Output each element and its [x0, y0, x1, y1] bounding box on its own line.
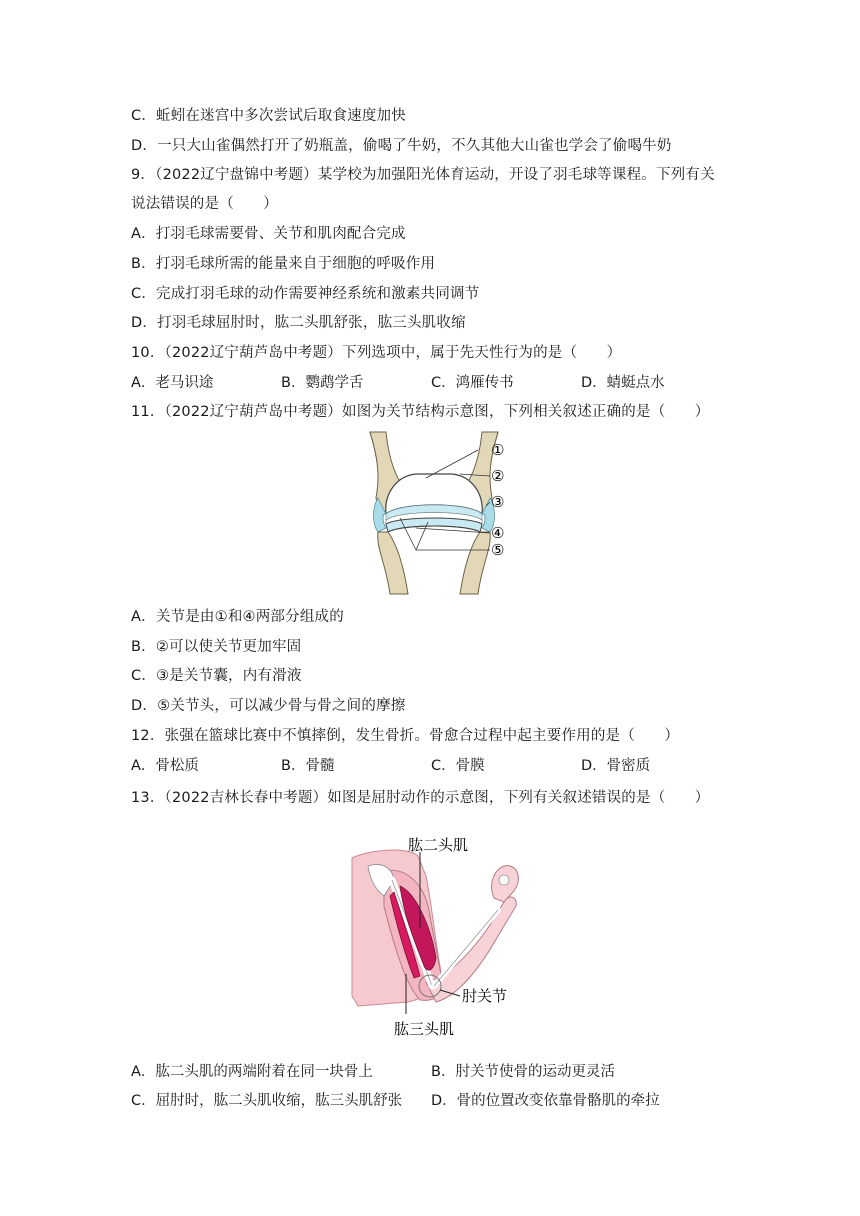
question-9-stem-1: 9．（2022辽宁盘锦中考题）某学校为加强阳光体育运动，开设了羽毛球等课程。下列有关 — [131, 167, 715, 183]
question-13-stem: 13．（2022吉林长春中考题）如图是屈肘动作的示意图，下列有关叙述错误的是（ ） — [131, 790, 710, 806]
label-5: ⑤ — [491, 541, 505, 559]
question-11-option-c: C．③是关节囊，内有滑液 — [131, 668, 302, 684]
question-9-option-d: D．打羽毛球屈肘时，肱二头肌舒张，肱三头肌收缩 — [131, 315, 466, 331]
question-13-option-a: A．肱二头肌的两端附着在同一块骨上 — [131, 1064, 373, 1080]
question-11-option-a: A．关节是由①和④两部分组成的 — [131, 609, 344, 625]
question-11-option-b: B．②可以使关节更加牢固 — [131, 639, 302, 655]
triceps-label: 肱三头肌 — [394, 1020, 455, 1038]
question-13-option-d: D．骨的位置改变依靠骨骼肌的牵拉 — [431, 1093, 660, 1109]
label-3: ③ — [491, 493, 505, 511]
question-9-option-b: B．打羽毛球所需的能量来自于细胞的呼吸作用 — [131, 256, 436, 272]
question-9-option-a: A．打羽毛球需要骨、关节和肌肉配合完成 — [131, 226, 406, 242]
elbow-flexion-diagram — [348, 836, 524, 1044]
question-10-option-a: A．老马识途 — [131, 375, 214, 391]
elbow-joint-label: 肘关节 — [462, 987, 508, 1005]
question-10-option-b: B．鹦鹉学舌 — [281, 375, 364, 391]
question-12-option-d: D．骨密质 — [581, 758, 651, 774]
joint-structure-diagram — [356, 428, 516, 598]
line-8d: D．一只大山雀偶然打开了奶瓶盖，偷喝了牛奶，不久其他大山雀也学会了偷喝牛奶 — [131, 138, 672, 154]
question-10-option-d: D．蜻蜓点水 — [581, 375, 665, 391]
question-11-option-d: D．⑤关节头，可以减少骨与骨之间的摩擦 — [131, 698, 406, 714]
question-10-option-c: C．鸿雁传书 — [431, 375, 514, 391]
biceps-label: 肱二头肌 — [408, 836, 469, 854]
label-2: ② — [491, 467, 505, 485]
question-12-option-c: C．骨膜 — [431, 758, 485, 774]
question-10-stem: 10．（2022辽宁葫芦岛中考题）下列选项中，属于先天性行为的是（ ） — [131, 345, 622, 361]
question-13-option-b: B．肘关节使骨的运动更灵活 — [431, 1064, 615, 1080]
question-11-stem: 11．（2022辽宁葫芦岛中考题）如图为关节结构示意图，下列相关叙述正确的是（ ） — [131, 404, 710, 420]
label-1: ① — [491, 441, 505, 459]
question-13-option-c: C．屈肘时，肱二头肌收缩，肱三头肌舒张 — [131, 1093, 403, 1109]
question-12-option-b: B．骨髓 — [281, 758, 335, 774]
question-12-stem: 12．张强在篮球比赛中不慎摔倒，发生骨折。骨愈合过程中起主要作用的是（ ） — [131, 728, 680, 744]
label-4: ④ — [491, 524, 505, 542]
question-12-option-a: A．骨松质 — [131, 758, 199, 774]
question-9-stem-2: 说法错误的是（ ） — [131, 196, 278, 212]
line-8c: C．蚯蚓在迷宫中多次尝试后取食速度加快 — [131, 108, 406, 124]
question-9-option-c: C．完成打羽毛球的动作需要神经系统和激素共同调节 — [131, 286, 480, 302]
